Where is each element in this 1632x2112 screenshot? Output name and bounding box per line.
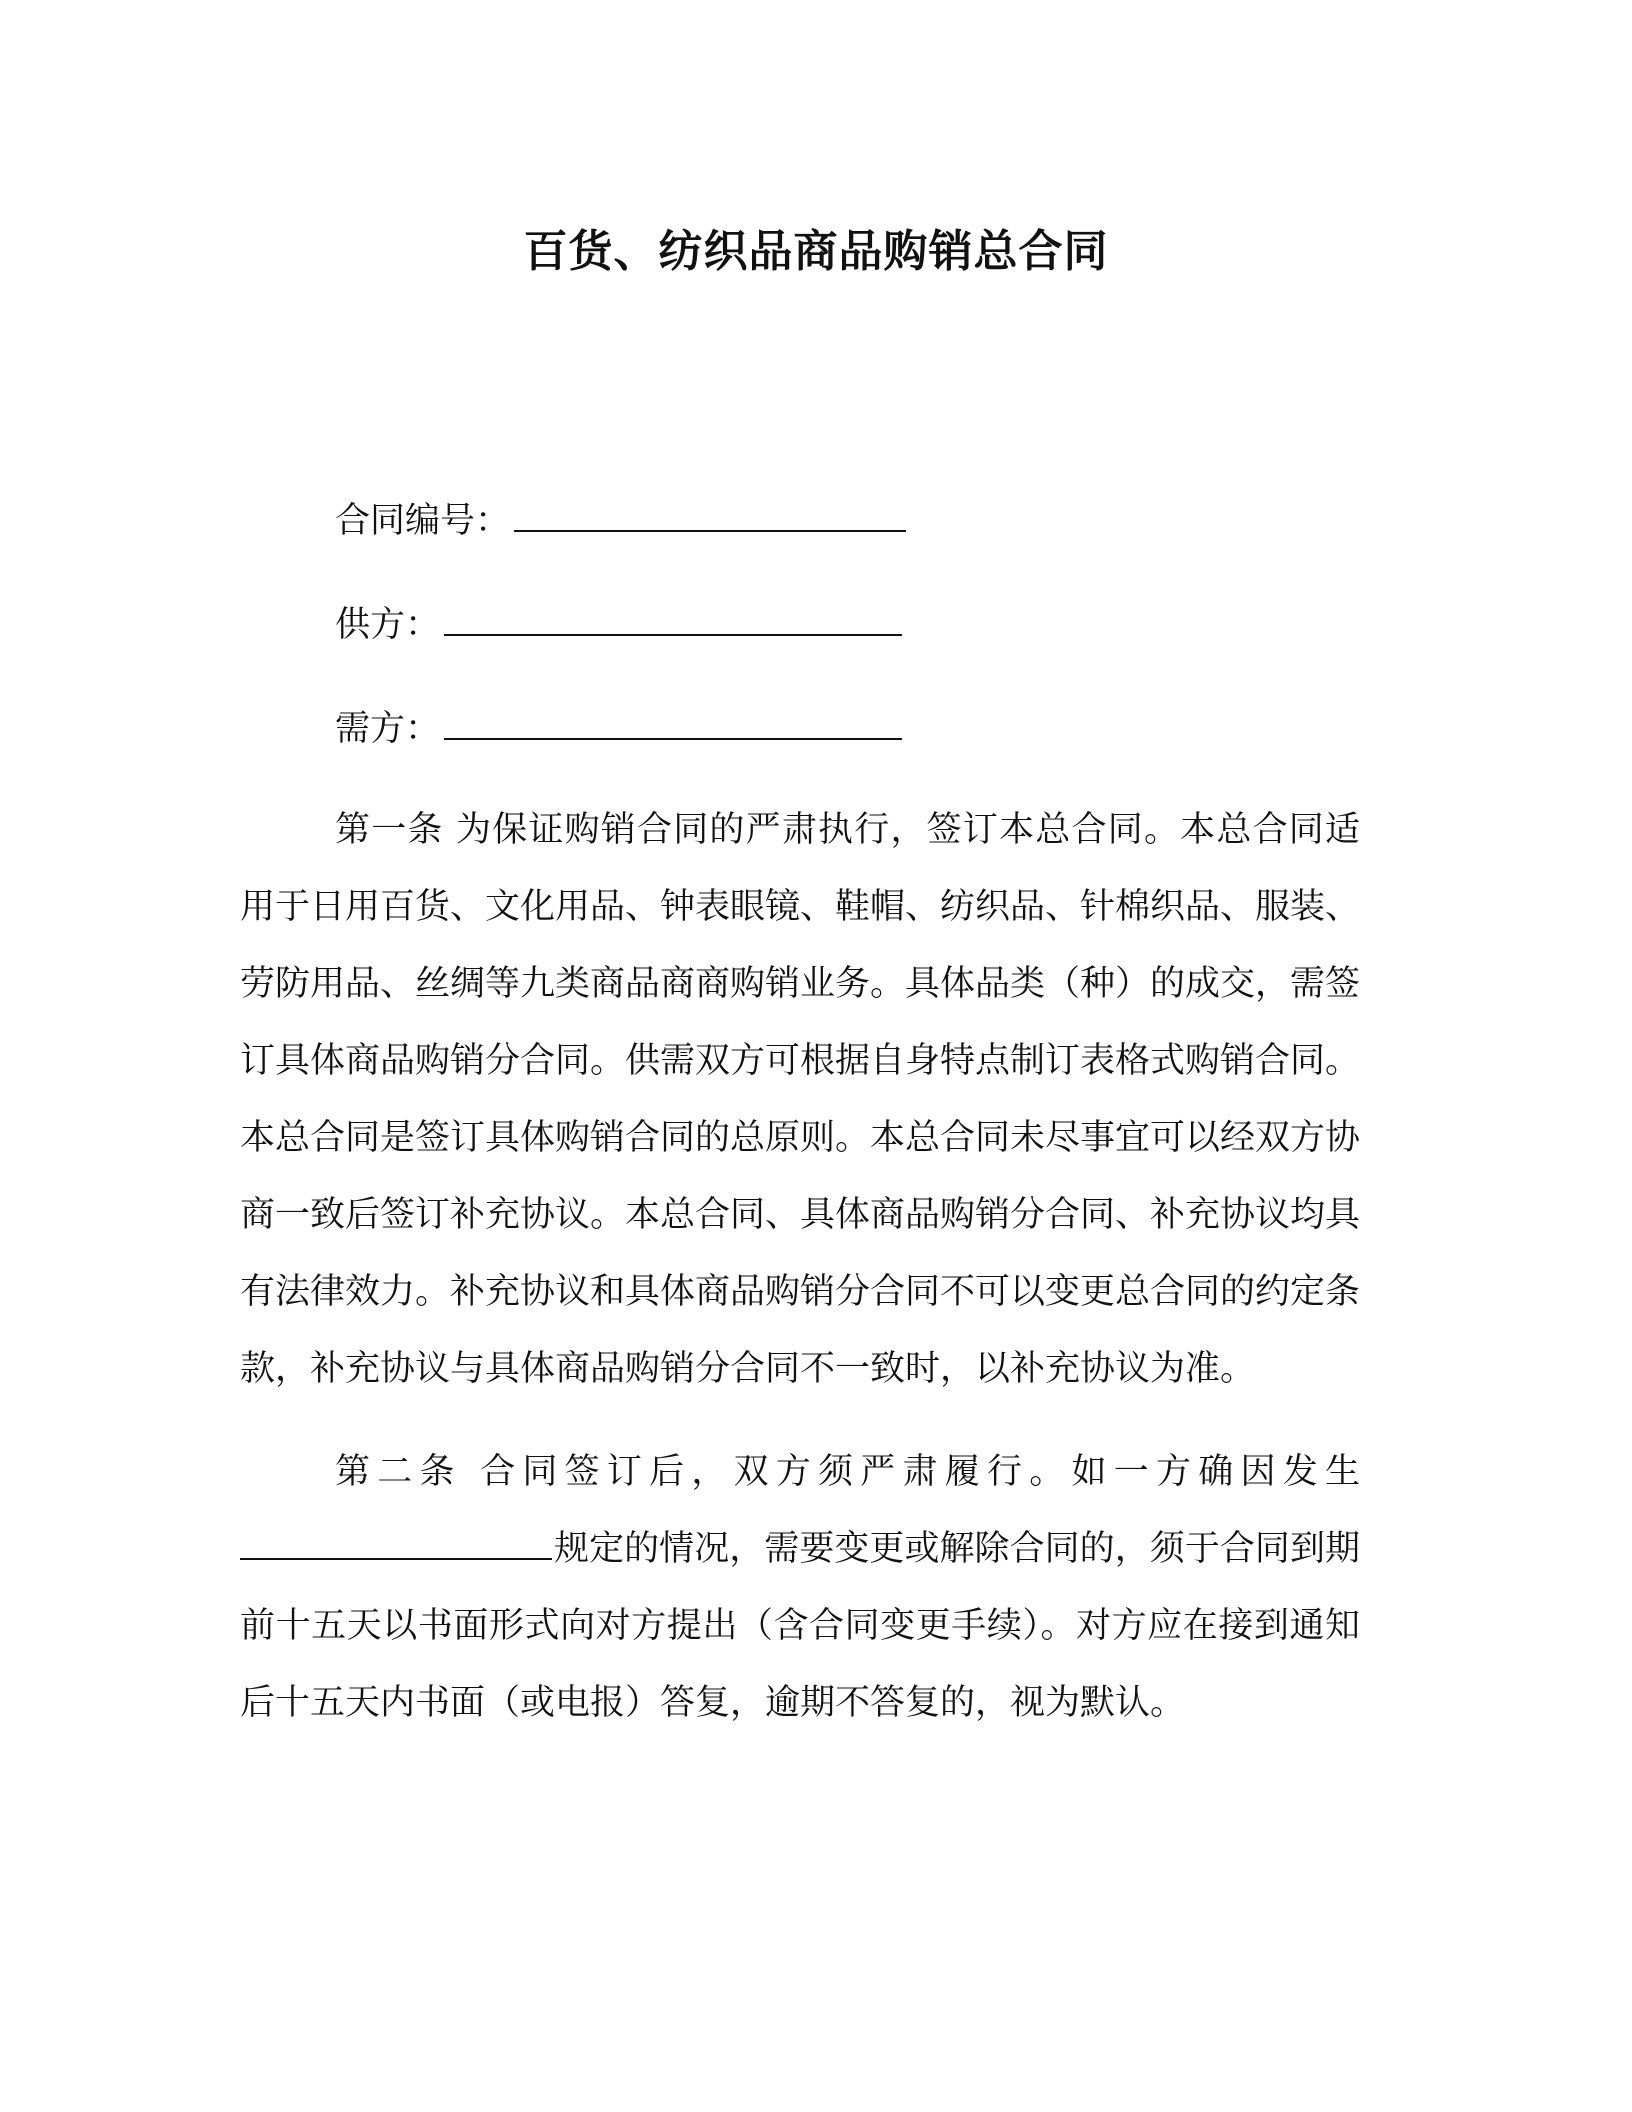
buyer-blank — [444, 708, 902, 740]
article-2 — [240, 1434, 1360, 1742]
contract-number-blank — [514, 500, 906, 532]
contract-body — [240, 792, 1360, 1742]
contract-number-field — [335, 496, 906, 546]
contract-number-label: 合同编号： — [335, 501, 511, 541]
article-2-blank — [240, 1528, 552, 1560]
buyer-field — [335, 704, 902, 754]
document-title: 百货、纺织品商品购销总合同 — [523, 226, 1109, 277]
supplier-blank — [444, 604, 902, 636]
buyer-label: 需方： — [335, 709, 441, 749]
article-2-rest: 规定的情况，需要变更或解除合同的，须于合同到期前十五天以书面形式向对方提出（含合同变更手续）。对方应在接到通知后十五天内书面（或电报）答复，逾期不答复的，视为默认。 — [240, 1529, 1360, 1723]
supplier-label: 供方： — [335, 605, 441, 645]
article-2-lead: 第二条 合同签订后，双方须严肃履行。如一方确因发生 — [335, 1452, 1360, 1492]
supplier-field — [335, 600, 902, 650]
article-1: 第一条 为保证购销合同的严肃执行，签订本总合同。本总合同适用于日用百货、文化用品、钟表眼镜、鞋帽、纺织品、针棉织品、服装、劳防用品、丝绸等九类商品商商购销业务。具体品类（种）的成交，需签订具体商品购销分合同。供需双方可根据自身特点制订表格式购销合同。本总合同是签订具体购销合同的总原则。本总合同未尽事宜可以经双方协商一致后签订补充协议。本总合同、具体商品购销分合同、补充协议均具有法律效力。补充协议和具体商品购销分合同不可以变更总合同的约定条款，补充协议与具体商品购销分合同不一致时，以补充协议为准。 — [240, 810, 1361, 1389]
